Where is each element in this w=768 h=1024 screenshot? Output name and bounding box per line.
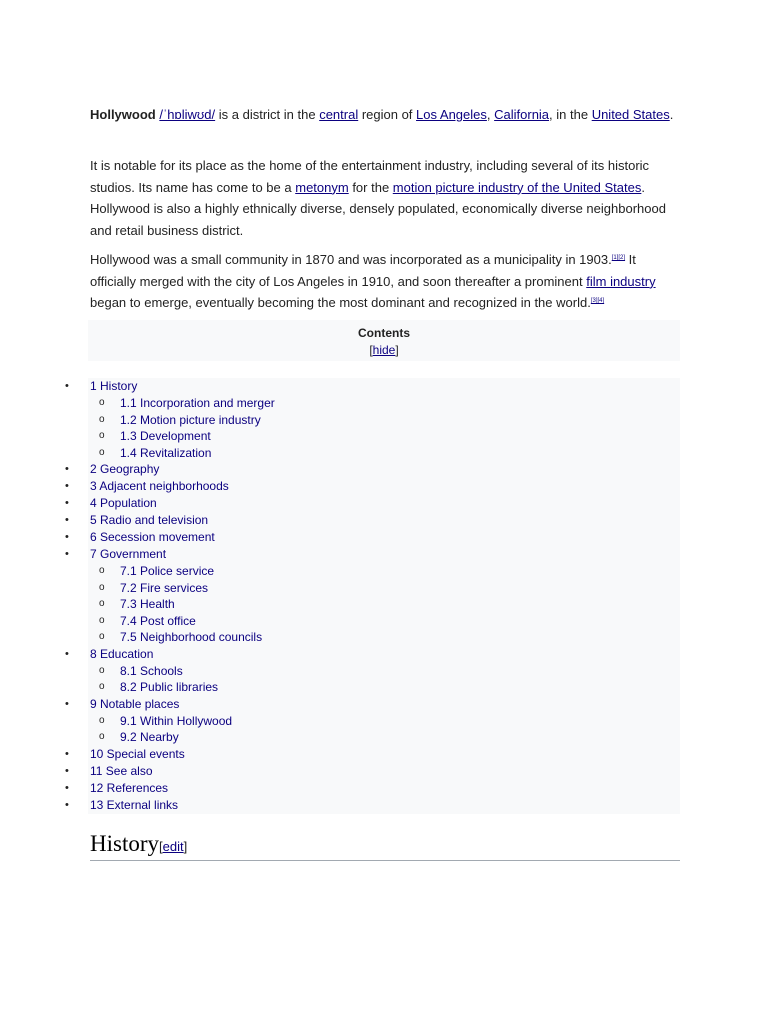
toc-subitem [88,663,680,680]
toc-link[interactable]: 3 Adjacent neighborhoods [90,479,229,493]
toc-subitem [88,596,680,613]
p2-text-1: It is notable for its place as the home of the entertainment industry, including several of its historic studios. Its name has come to be a [90,158,650,195]
circle-bullet-icon: o [99,446,105,458]
toc-hide-link[interactable]: hide [372,343,396,357]
toc-link[interactable]: 8.2 Public libraries [120,680,219,694]
intro-text-5: . [669,107,674,122]
toc-subitem [88,729,680,746]
toc-link[interactable]: 9.1 Within Hollywood [120,713,233,728]
toc-link[interactable]: 8.1 Schools [120,663,183,678]
toc-subitem [88,613,680,630]
bullet-icon: • [65,380,69,392]
notability-paragraph [90,155,680,242]
toc-subitem [88,445,680,462]
intro-text-2: region of [358,107,417,122]
los-angeles-link[interactable]: Los Angeles [416,107,487,122]
california-link[interactable]: California [494,107,550,122]
toc-item [65,461,680,478]
toc-link[interactable]: 7.5 Neighborhood councils [120,630,263,644]
toc-title: Contents [358,326,410,340]
toc-item [65,797,680,814]
toc-link[interactable]: 7.2 Fire services [120,580,209,595]
intro-text-1: is a district in the [215,107,320,122]
bullet-icon: • [65,781,69,794]
toc-item [65,763,680,780]
bullet-icon: • [65,697,69,710]
toc-item [65,495,680,512]
intro-text-4: , in the [549,107,592,122]
toc-link[interactable]: 7.4 Post office [120,613,196,628]
bullet-icon: • [65,764,69,777]
film-industry-link[interactable]: film industry [586,273,656,289]
toc-link[interactable]: 8 Education [90,646,154,661]
toc-item [65,780,680,797]
bullet-icon: • [65,463,69,475]
toc-item [65,378,680,395]
p2-text-2: for the [348,179,393,195]
bullet-icon: • [65,531,69,543]
toc-link[interactable]: 13 External links [90,797,179,812]
toc-subitem [88,428,680,445]
p3-text-1: Hollywood was a small community in 1870 and was incorporated as a municipality in 1903. [90,252,612,267]
toc-link[interactable]: 5 Radio and television [90,513,209,527]
united-states-link[interactable]: United States [591,107,670,122]
table-of-contents-header [88,320,680,361]
toc-subitem [88,679,680,696]
toc-item [65,512,680,529]
toc-link[interactable]: 7.1 Police service [120,564,215,578]
p3-text-3: began to emerge, eventually becoming the most dominant and recognized in the world. [90,295,591,311]
toc-link[interactable]: 1.3 Development [120,429,211,443]
toc-link[interactable]: 9 Notable places [90,696,180,711]
circle-bullet-icon: o [99,581,105,593]
circle-bullet-icon: o [99,565,105,576]
circle-bullet-icon: o [99,614,105,626]
toc-item [65,546,680,563]
p2-text-3: . Hollywood is also a highly ethnically diverse, densely populated, economically diverse neighborhood and retail business district. [90,179,666,239]
toc-item [65,478,680,495]
toc-link[interactable]: 1.1 Incorporation and merger [120,396,275,410]
toc-item [65,529,680,546]
toc-hide-bracket-close: ] [395,343,399,357]
edit-bracket-open: [ [159,839,163,854]
toc-link[interactable]: 4 Population [90,496,157,510]
history-summary-paragraph [90,249,680,314]
toc-subitem [88,629,680,646]
toc-link[interactable]: 7.3 Health [120,597,175,611]
bullet-icon: • [65,480,69,492]
toc-hide-control [88,341,680,359]
toc-link[interactable]: 9.2 Nearby [120,730,179,744]
section-title: History [90,831,159,856]
toc-link[interactable]: 1.2 Motion picture industry [120,412,261,427]
circle-bullet-icon: o [99,664,105,676]
citation-link-3-4[interactable]: [3][4] [590,298,605,305]
citation-link-1-2[interactable]: [1][2] [611,255,626,261]
circle-bullet-icon: o [99,731,105,742]
central-link[interactable]: central [319,107,359,122]
toc-link[interactable]: 6 Secession movement [90,530,215,544]
bullet-icon: • [65,647,69,660]
toc-link[interactable]: 7 Government [90,547,167,561]
circle-bullet-icon: o [99,714,105,726]
toc-subitem [88,395,680,412]
circle-bullet-icon: o [99,413,105,425]
toc-item [65,696,680,713]
toc-link[interactable]: 10 Special events [90,746,185,761]
p3-text-2: It officially merged with the city of Los Angeles in 1910, and soon thereafter a prominent [90,252,636,289]
circle-bullet-icon: o [99,598,105,609]
circle-bullet-icon: o [99,631,105,642]
pronunciation-link[interactable]: /ˈhɒliwʊd/ [159,107,216,122]
edit-bracket-close: ] [183,839,188,854]
motion-picture-industry-link[interactable]: motion picture industry of the United States [392,179,642,195]
bullet-icon: • [65,798,69,811]
bullet-icon: • [65,747,69,760]
article-subject: Hollywood [90,107,156,122]
circle-bullet-icon: o [99,681,105,692]
bullet-icon: • [65,497,69,509]
toc-link[interactable]: 1.4 Revitalization [120,445,212,460]
toc-link[interactable]: 2 Geography [90,462,160,476]
section-heading-history [90,830,680,861]
circle-bullet-icon: o [99,430,105,441]
intro-text-3: , [486,107,495,122]
metonym-link[interactable]: metonym [295,179,349,195]
circle-bullet-icon: o [99,397,105,408]
toc-subitem [88,580,680,597]
bullet-icon: • [65,514,69,526]
toc-subitem [88,412,680,429]
toc-link[interactable]: 12 References [90,780,169,795]
edit-section-link[interactable]: edit [162,839,184,854]
toc-item [65,746,680,763]
toc-subitem [88,563,680,580]
intro-paragraph [90,104,680,126]
table-of-contents [65,378,680,814]
bullet-icon: • [65,548,69,560]
toc-hide-bracket-open: [ [369,343,373,357]
toc-subitem [88,713,680,730]
toc-link[interactable]: 11 See also [90,763,153,778]
toc-item [65,646,680,663]
toc-link[interactable]: 1 History [90,379,138,393]
